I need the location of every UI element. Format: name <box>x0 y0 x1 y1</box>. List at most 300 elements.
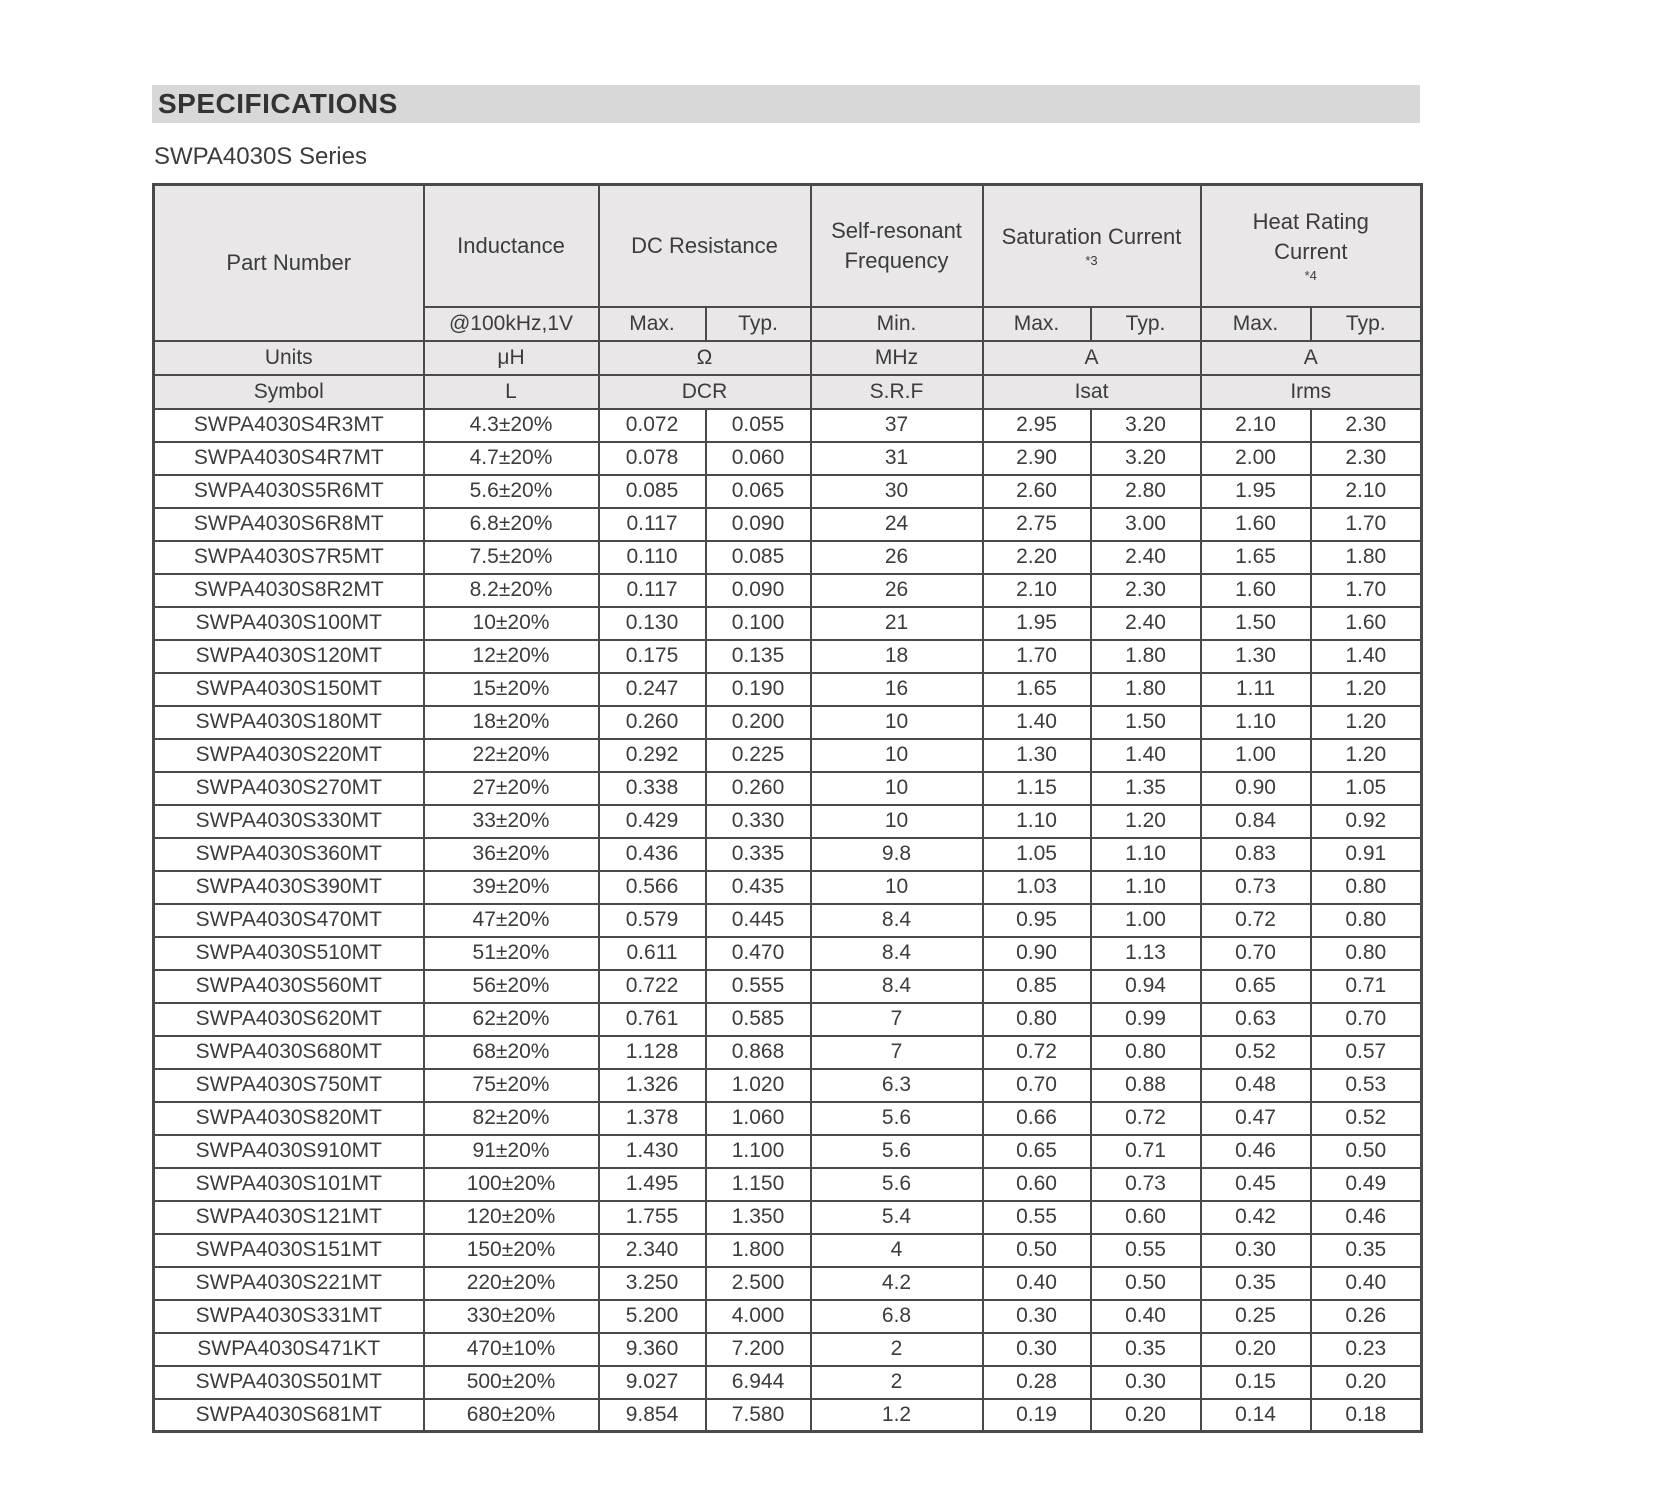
value-cell: 0.35 <box>1201 1267 1311 1300</box>
value-cell: 1.60 <box>1201 574 1311 607</box>
value-cell: 0.45 <box>1201 1168 1311 1201</box>
heat-footnote: *4 <box>1304 267 1317 283</box>
value-cell: 2.10 <box>1311 475 1422 508</box>
value-cell: 12±20% <box>424 640 599 673</box>
value-cell: 0.48 <box>1201 1069 1311 1102</box>
part-number-cell: SWPA4030S680MT <box>154 1036 424 1069</box>
value-cell: 1.65 <box>1201 541 1311 574</box>
value-cell: 5.6 <box>811 1168 983 1201</box>
value-cell: 10 <box>811 772 983 805</box>
col-header-dc-resistance: DC Resistance <box>599 185 811 307</box>
value-cell: 31 <box>811 442 983 475</box>
value-cell: 2.40 <box>1091 541 1201 574</box>
table-row <box>154 1069 1422 1102</box>
table-header <box>154 185 1422 409</box>
value-cell: 2.30 <box>1091 574 1201 607</box>
value-cell: 0.65 <box>1201 970 1311 1003</box>
part-number-cell: SWPA4030S270MT <box>154 772 424 805</box>
value-cell: 8.4 <box>811 970 983 1003</box>
part-number-cell: SWPA4030S121MT <box>154 1201 424 1234</box>
value-cell: 1.10 <box>983 805 1091 838</box>
part-number-cell: SWPA4030S180MT <box>154 706 424 739</box>
value-cell: 39±20% <box>424 871 599 904</box>
value-cell: 0.260 <box>599 706 706 739</box>
value-cell: 10 <box>811 871 983 904</box>
value-cell: 0.72 <box>1201 904 1311 937</box>
value-cell: 0.65 <box>983 1135 1091 1168</box>
part-number-cell: SWPA4030S151MT <box>154 1234 424 1267</box>
value-cell: 0.66 <box>983 1102 1091 1135</box>
value-cell: 0.80 <box>1091 1036 1201 1069</box>
value-cell: 18±20% <box>424 706 599 739</box>
value-cell: 7.580 <box>706 1399 811 1432</box>
value-cell: 2.500 <box>706 1267 811 1300</box>
table-row <box>154 1234 1422 1267</box>
value-cell: 0.71 <box>1091 1135 1201 1168</box>
table-row <box>154 607 1422 640</box>
value-cell: 7 <box>811 1003 983 1036</box>
part-number-cell: SWPA4030S681MT <box>154 1399 424 1432</box>
value-cell: 1.430 <box>599 1135 706 1168</box>
value-cell: 1.10 <box>1091 871 1201 904</box>
value-cell: 0.090 <box>706 508 811 541</box>
value-cell: 0.90 <box>983 937 1091 970</box>
value-cell: 0.80 <box>1311 937 1422 970</box>
value-cell: 0.35 <box>1091 1333 1201 1366</box>
value-cell: 0.085 <box>599 475 706 508</box>
value-cell: 0.26 <box>1311 1300 1422 1333</box>
value-cell: 7.5±20% <box>424 541 599 574</box>
value-cell: 0.335 <box>706 838 811 871</box>
value-cell: 1.50 <box>1091 706 1201 739</box>
value-cell: 0.19 <box>983 1399 1091 1432</box>
value-cell: 82±20% <box>424 1102 599 1135</box>
value-cell: 6.944 <box>706 1366 811 1399</box>
value-cell: 220±20% <box>424 1267 599 1300</box>
value-cell: 0.55 <box>983 1201 1091 1234</box>
value-cell: 1.10 <box>1201 706 1311 739</box>
value-cell: 6.3 <box>811 1069 983 1102</box>
value-cell: 0.090 <box>706 574 811 607</box>
value-cell: 0.40 <box>1311 1267 1422 1300</box>
value-cell: 0.117 <box>599 508 706 541</box>
value-cell: 1.35 <box>1091 772 1201 805</box>
value-cell: 0.30 <box>983 1300 1091 1333</box>
value-cell: 1.20 <box>1311 739 1422 772</box>
value-cell: 0.445 <box>706 904 811 937</box>
value-cell: 9.854 <box>599 1399 706 1432</box>
value-cell: 0.085 <box>706 541 811 574</box>
value-cell: 0.84 <box>1201 805 1311 838</box>
value-cell: 0.46 <box>1311 1201 1422 1234</box>
value-cell: 1.50 <box>1201 607 1311 640</box>
col-header-srf <box>811 185 983 307</box>
value-cell: 0.330 <box>706 805 811 838</box>
table-row <box>154 1201 1422 1234</box>
srf-label-line2: Frequency <box>844 247 949 273</box>
value-cell: 0.83 <box>1201 838 1311 871</box>
table-body <box>154 409 1422 1432</box>
value-cell: 1.05 <box>983 838 1091 871</box>
part-number-cell: SWPA4030S910MT <box>154 1135 424 1168</box>
table-row <box>154 1366 1422 1399</box>
value-cell: 0.20 <box>1091 1399 1201 1432</box>
value-cell: 36±20% <box>424 838 599 871</box>
value-cell: 0.60 <box>1091 1201 1201 1234</box>
value-cell: 5.6 <box>811 1135 983 1168</box>
value-cell: 0.20 <box>1201 1333 1311 1366</box>
value-cell: 2.10 <box>983 574 1091 607</box>
value-cell: 1.350 <box>706 1201 811 1234</box>
irms-typ-header: Typ. <box>1311 307 1422 341</box>
value-cell: 0.94 <box>1091 970 1201 1003</box>
value-cell: 0.110 <box>599 541 706 574</box>
value-cell: 1.30 <box>983 739 1091 772</box>
symbol-inductance: L <box>424 375 599 409</box>
value-cell: 0.868 <box>706 1036 811 1069</box>
value-cell: 22±20% <box>424 739 599 772</box>
value-cell: 0.722 <box>599 970 706 1003</box>
value-cell: 6.8 <box>811 1300 983 1333</box>
value-cell: 0.579 <box>599 904 706 937</box>
table-row <box>154 1102 1422 1135</box>
table-row <box>154 640 1422 673</box>
value-cell: 1.60 <box>1201 508 1311 541</box>
part-number-cell: SWPA4030S560MT <box>154 970 424 1003</box>
value-cell: 2.40 <box>1091 607 1201 640</box>
value-cell: 0.190 <box>706 673 811 706</box>
table-row <box>154 574 1422 607</box>
value-cell: 2.340 <box>599 1234 706 1267</box>
value-cell: 1.70 <box>1311 508 1422 541</box>
symbol-row <box>154 375 1422 409</box>
value-cell: 10 <box>811 805 983 838</box>
inductance-condition: @100kHz,1V <box>424 307 599 341</box>
part-number-cell: SWPA4030S750MT <box>154 1069 424 1102</box>
value-cell: 0.611 <box>599 937 706 970</box>
value-cell: 150±20% <box>424 1234 599 1267</box>
value-cell: 1.020 <box>706 1069 811 1102</box>
table-row <box>154 1135 1422 1168</box>
value-cell: 0.72 <box>983 1036 1091 1069</box>
table-row <box>154 1399 1422 1432</box>
value-cell: 0.292 <box>599 739 706 772</box>
table-row <box>154 409 1422 442</box>
part-number-cell: SWPA4030S6R8MT <box>154 508 424 541</box>
value-cell: 75±20% <box>424 1069 599 1102</box>
part-number-cell: SWPA4030S5R6MT <box>154 475 424 508</box>
value-cell: 1.00 <box>1201 739 1311 772</box>
value-cell: 1.80 <box>1091 673 1201 706</box>
value-cell: 24 <box>811 508 983 541</box>
value-cell: 0.52 <box>1311 1102 1422 1135</box>
isat-max-header: Max. <box>983 307 1091 341</box>
value-cell: 0.25 <box>1201 1300 1311 1333</box>
part-number-cell: SWPA4030S101MT <box>154 1168 424 1201</box>
value-cell: 9.360 <box>599 1333 706 1366</box>
value-cell: 0.52 <box>1201 1036 1311 1069</box>
saturation-label: Saturation Current <box>1001 223 1182 249</box>
value-cell: 2.20 <box>983 541 1091 574</box>
value-cell: 0.078 <box>599 442 706 475</box>
value-cell: 0.20 <box>1311 1366 1422 1399</box>
value-cell: 0.585 <box>706 1003 811 1036</box>
value-cell: 0.73 <box>1201 871 1311 904</box>
value-cell: 0.429 <box>599 805 706 838</box>
value-cell: 10±20% <box>424 607 599 640</box>
part-number-cell: SWPA4030S471KT <box>154 1333 424 1366</box>
value-cell: 0.40 <box>983 1267 1091 1300</box>
value-cell: 0.42 <box>1201 1201 1311 1234</box>
table-row <box>154 805 1422 838</box>
value-cell: 2.95 <box>983 409 1091 442</box>
value-cell: 8.4 <box>811 904 983 937</box>
table-row <box>154 475 1422 508</box>
value-cell: 0.70 <box>1201 937 1311 970</box>
symbol-label: Symbol <box>154 375 424 409</box>
value-cell: 7 <box>811 1036 983 1069</box>
value-cell: 330±20% <box>424 1300 599 1333</box>
value-cell: 0.80 <box>983 1003 1091 1036</box>
content <box>152 85 1420 1433</box>
value-cell: 33±20% <box>424 805 599 838</box>
value-cell: 0.247 <box>599 673 706 706</box>
value-cell: 4.7±20% <box>424 442 599 475</box>
series-subtitle: SWPA4030S Series <box>154 143 367 170</box>
value-cell: 1.150 <box>706 1168 811 1201</box>
value-cell: 1.80 <box>1091 640 1201 673</box>
value-cell: 1.30 <box>1201 640 1311 673</box>
part-number-cell: SWPA4030S100MT <box>154 607 424 640</box>
value-cell: 0.14 <box>1201 1399 1311 1432</box>
value-cell: 0.15 <box>1201 1366 1311 1399</box>
value-cell: 0.80 <box>1311 871 1422 904</box>
part-number-cell: SWPA4030S4R3MT <box>154 409 424 442</box>
value-cell: 0.92 <box>1311 805 1422 838</box>
value-cell: 10 <box>811 706 983 739</box>
value-cell: 0.130 <box>599 607 706 640</box>
value-cell: 0.555 <box>706 970 811 1003</box>
value-cell: 1.40 <box>1311 640 1422 673</box>
table-row <box>154 508 1422 541</box>
value-cell: 26 <box>811 574 983 607</box>
value-cell: 21 <box>811 607 983 640</box>
value-cell: 470±10% <box>424 1333 599 1366</box>
part-number-cell: SWPA4030S220MT <box>154 739 424 772</box>
value-cell: 0.91 <box>1311 838 1422 871</box>
part-number-cell: SWPA4030S221MT <box>154 1267 424 1300</box>
value-cell: 1.128 <box>599 1036 706 1069</box>
value-cell: 1.326 <box>599 1069 706 1102</box>
table-row <box>154 706 1422 739</box>
value-cell: 0.70 <box>983 1069 1091 1102</box>
symbol-irms: Irms <box>1201 375 1422 409</box>
part-number-cell: SWPA4030S4R7MT <box>154 442 424 475</box>
value-cell: 0.35 <box>1311 1234 1422 1267</box>
table-row <box>154 1168 1422 1201</box>
table-row <box>154 838 1422 871</box>
dcr-typ-header: Typ. <box>706 307 811 341</box>
table-row <box>154 1267 1422 1300</box>
value-cell: 1.03 <box>983 871 1091 904</box>
value-cell: 0.80 <box>1311 904 1422 937</box>
value-cell: 8.4 <box>811 937 983 970</box>
value-cell: 3.20 <box>1091 442 1201 475</box>
value-cell: 1.60 <box>1311 607 1422 640</box>
value-cell: 0.47 <box>1201 1102 1311 1135</box>
value-cell: 5.200 <box>599 1300 706 1333</box>
value-cell: 0.065 <box>706 475 811 508</box>
value-cell: 0.72 <box>1091 1102 1201 1135</box>
units-label: Units <box>154 341 424 375</box>
value-cell: 0.225 <box>706 739 811 772</box>
value-cell: 18 <box>811 640 983 673</box>
table-row <box>154 937 1422 970</box>
header-row-main <box>154 185 1422 307</box>
value-cell: 1.15 <box>983 772 1091 805</box>
value-cell: 1.2 <box>811 1399 983 1432</box>
value-cell: 1.20 <box>1091 805 1201 838</box>
table-row <box>154 1333 1422 1366</box>
value-cell: 1.755 <box>599 1201 706 1234</box>
value-cell: 56±20% <box>424 970 599 1003</box>
units-row <box>154 341 1422 375</box>
table-row <box>154 442 1422 475</box>
value-cell: 1.100 <box>706 1135 811 1168</box>
value-cell: 2.75 <box>983 508 1091 541</box>
table-row <box>154 970 1422 1003</box>
value-cell: 1.40 <box>1091 739 1201 772</box>
srf-label-line1: Self-resonant <box>831 217 962 243</box>
value-cell: 0.55 <box>1091 1234 1201 1267</box>
table-row <box>154 739 1422 772</box>
value-cell: 0.117 <box>599 574 706 607</box>
value-cell: 2.90 <box>983 442 1091 475</box>
col-header-part-number: Part Number <box>154 185 424 341</box>
isat-typ-header: Typ. <box>1091 307 1201 341</box>
value-cell: 1.20 <box>1311 706 1422 739</box>
value-cell: 3.00 <box>1091 508 1201 541</box>
value-cell: 5.6±20% <box>424 475 599 508</box>
units-irms: A <box>1201 341 1422 375</box>
value-cell: 30 <box>811 475 983 508</box>
table-row <box>154 1036 1422 1069</box>
value-cell: 0.57 <box>1311 1036 1422 1069</box>
value-cell: 0.761 <box>599 1003 706 1036</box>
value-cell: 1.11 <box>1201 673 1311 706</box>
value-cell: 1.70 <box>1311 574 1422 607</box>
value-cell: 0.100 <box>706 607 811 640</box>
value-cell: 15±20% <box>424 673 599 706</box>
value-cell: 1.40 <box>983 706 1091 739</box>
value-cell: 0.470 <box>706 937 811 970</box>
units-dcr: Ω <box>599 341 811 375</box>
part-number-cell: SWPA4030S120MT <box>154 640 424 673</box>
units-isat: A <box>983 341 1201 375</box>
value-cell: 8.2±20% <box>424 574 599 607</box>
value-cell: 68±20% <box>424 1036 599 1069</box>
value-cell: 0.73 <box>1091 1168 1201 1201</box>
value-cell: 5.6 <box>811 1102 983 1135</box>
value-cell: 0.175 <box>599 640 706 673</box>
part-number-cell: SWPA4030S331MT <box>154 1300 424 1333</box>
table-row <box>154 772 1422 805</box>
value-cell: 0.60 <box>983 1168 1091 1201</box>
table-row <box>154 871 1422 904</box>
value-cell: 0.435 <box>706 871 811 904</box>
value-cell: 0.53 <box>1311 1069 1422 1102</box>
value-cell: 2.10 <box>1201 409 1311 442</box>
value-cell: 1.10 <box>1091 838 1201 871</box>
value-cell: 120±20% <box>424 1201 599 1234</box>
value-cell: 1.95 <box>983 607 1091 640</box>
value-cell: 2 <box>811 1333 983 1366</box>
dcr-max-header: Max. <box>599 307 706 341</box>
value-cell: 16 <box>811 673 983 706</box>
section-title-bar <box>152 85 1420 123</box>
table-row <box>154 904 1422 937</box>
value-cell: 37 <box>811 409 983 442</box>
value-cell: 1.80 <box>1311 541 1422 574</box>
value-cell: 0.49 <box>1311 1168 1422 1201</box>
value-cell: 0.30 <box>1091 1366 1201 1399</box>
part-number-cell: SWPA4030S501MT <box>154 1366 424 1399</box>
value-cell: 1.495 <box>599 1168 706 1201</box>
page-title: SPECIFICATIONS <box>158 88 398 119</box>
value-cell: 2.00 <box>1201 442 1311 475</box>
heat-label-line1: Heat Rating <box>1252 208 1369 234</box>
value-cell: 0.50 <box>1311 1135 1422 1168</box>
value-cell: 0.23 <box>1311 1333 1422 1366</box>
value-cell: 9.027 <box>599 1366 706 1399</box>
table-row <box>154 1003 1422 1036</box>
value-cell: 2.30 <box>1311 442 1422 475</box>
part-number-cell: SWPA4030S620MT <box>154 1003 424 1036</box>
value-cell: 680±20% <box>424 1399 599 1432</box>
value-cell: 51±20% <box>424 937 599 970</box>
value-cell: 2 <box>811 1366 983 1399</box>
table-row <box>154 541 1422 574</box>
value-cell: 1.378 <box>599 1102 706 1135</box>
part-number-cell: SWPA4030S390MT <box>154 871 424 904</box>
value-cell: 7.200 <box>706 1333 811 1366</box>
value-cell: 2.60 <box>983 475 1091 508</box>
value-cell: 6.8±20% <box>424 508 599 541</box>
value-cell: 0.436 <box>599 838 706 871</box>
value-cell: 0.88 <box>1091 1069 1201 1102</box>
value-cell: 1.00 <box>1091 904 1201 937</box>
value-cell: 0.95 <box>983 904 1091 937</box>
irms-max-header: Max. <box>1201 307 1311 341</box>
value-cell: 4.2 <box>811 1267 983 1300</box>
value-cell: 1.800 <box>706 1234 811 1267</box>
part-number-cell: SWPA4030S8R2MT <box>154 574 424 607</box>
value-cell: 4.000 <box>706 1300 811 1333</box>
value-cell: 1.65 <box>983 673 1091 706</box>
spec-table <box>152 183 1423 1433</box>
value-cell: 1.05 <box>1311 772 1422 805</box>
part-number-cell: SWPA4030S7R5MT <box>154 541 424 574</box>
symbol-isat: Isat <box>983 375 1201 409</box>
value-cell: 0.50 <box>983 1234 1091 1267</box>
value-cell: 10 <box>811 739 983 772</box>
col-header-saturation-current <box>983 185 1201 307</box>
value-cell: 9.8 <box>811 838 983 871</box>
part-number-cell: SWPA4030S510MT <box>154 937 424 970</box>
units-srf: MHz <box>811 341 983 375</box>
symbol-srf: S.R.F <box>811 375 983 409</box>
value-cell: 0.90 <box>1201 772 1311 805</box>
